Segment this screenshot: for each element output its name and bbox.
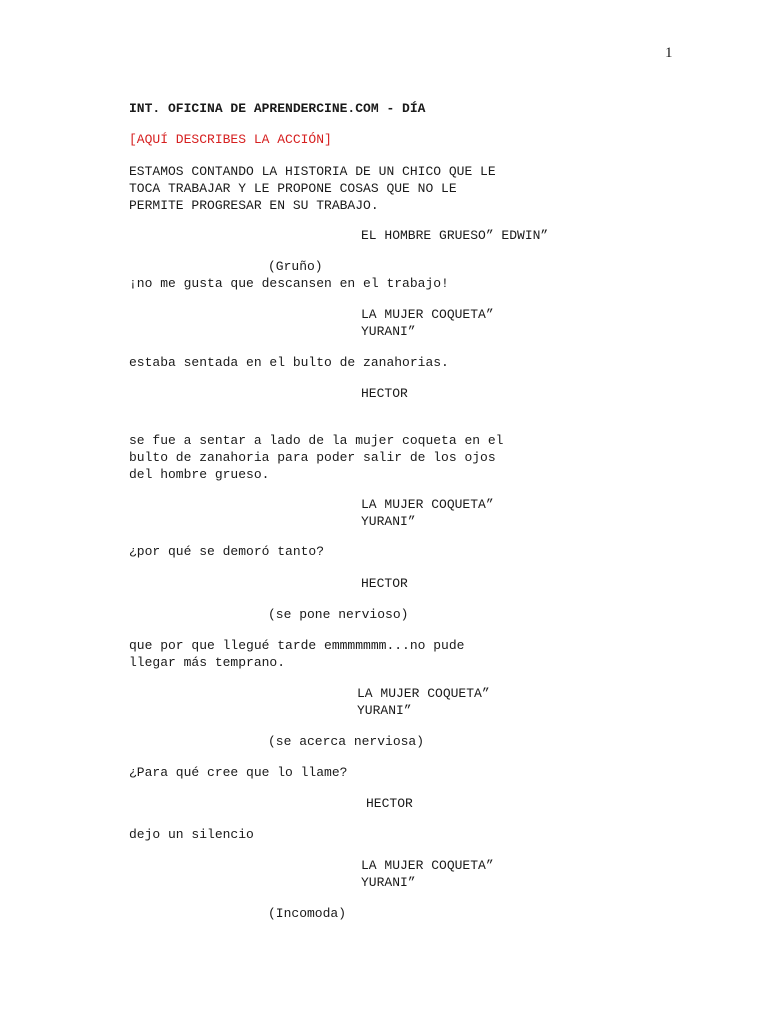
character-name: [361, 306, 494, 340]
character-name-line: LA MUJER COQUETA”: [361, 858, 494, 873]
dialogue-line: dejo un silencio: [129, 827, 254, 842]
scene-heading: INT. OFICINA DE APRENDERCINE.COM - DÍA: [129, 101, 426, 116]
parenthetical: (se pone nervioso): [268, 607, 409, 622]
parenthetical: (Gruño): [268, 259, 323, 274]
dialogue-line: ¿por qué se demoró tanto?: [129, 544, 325, 559]
action-intro: [129, 163, 496, 214]
character-name: [357, 685, 490, 719]
character-name: [361, 857, 494, 891]
character-name-line: LA MUJER COQUETA”: [357, 686, 490, 701]
action-line: ESTAMOS CONTANDO LA HISTORIA DE UN CHICO QUE LE: [129, 164, 496, 179]
dialogue-block: [129, 637, 464, 671]
character-name: HECTOR: [366, 796, 413, 811]
dialogue-line: ¡no me gusta que descansen en el trabajo!: [129, 276, 449, 291]
dialogue-line: estaba sentada en el bulto de zanahorias.: [129, 355, 449, 370]
dialogue-line: ¿Para qué cree que lo llame?: [129, 765, 348, 780]
parenthetical: (se acerca nerviosa): [268, 734, 425, 749]
page-number: 1: [665, 45, 673, 61]
dialogue-line: que por que llegué tarde emmmmmmm...no pude: [129, 638, 465, 653]
character-name-line: YURANI”: [357, 703, 412, 718]
dialogue-line: se fue a sentar a lado de la mujer coqueta en el: [129, 433, 504, 448]
dialogue-line: bulto de zanahoria para poder salir de los ojos: [129, 450, 496, 465]
action-line: TOCA TRABAJAR Y LE PROPONE COSAS QUE NO LE: [129, 181, 457, 196]
dialogue-line: del hombre grueso.: [129, 467, 270, 482]
character-name-line: LA MUJER COQUETA”: [361, 497, 494, 512]
character-name-line: YURANI”: [361, 514, 416, 529]
action-line: PERMITE PROGRESAR EN SU TRABAJO.: [129, 198, 379, 213]
action-placeholder: [AQUÍ DESCRIBES LA ACCIÓN]: [129, 132, 332, 147]
parenthetical: (Incomoda): [268, 906, 347, 921]
character-name-line: YURANI”: [361, 324, 416, 339]
character-name-line: YURANI”: [361, 875, 416, 890]
character-name: EL HOMBRE GRUESO” EDWIN”: [361, 228, 549, 243]
dialogue-block: [129, 432, 503, 483]
character-name-line: LA MUJER COQUETA”: [361, 307, 494, 322]
character-name: HECTOR: [361, 386, 408, 401]
character-name: [361, 496, 494, 530]
dialogue-line: llegar más temprano.: [129, 655, 286, 670]
character-name: HECTOR: [361, 576, 408, 591]
